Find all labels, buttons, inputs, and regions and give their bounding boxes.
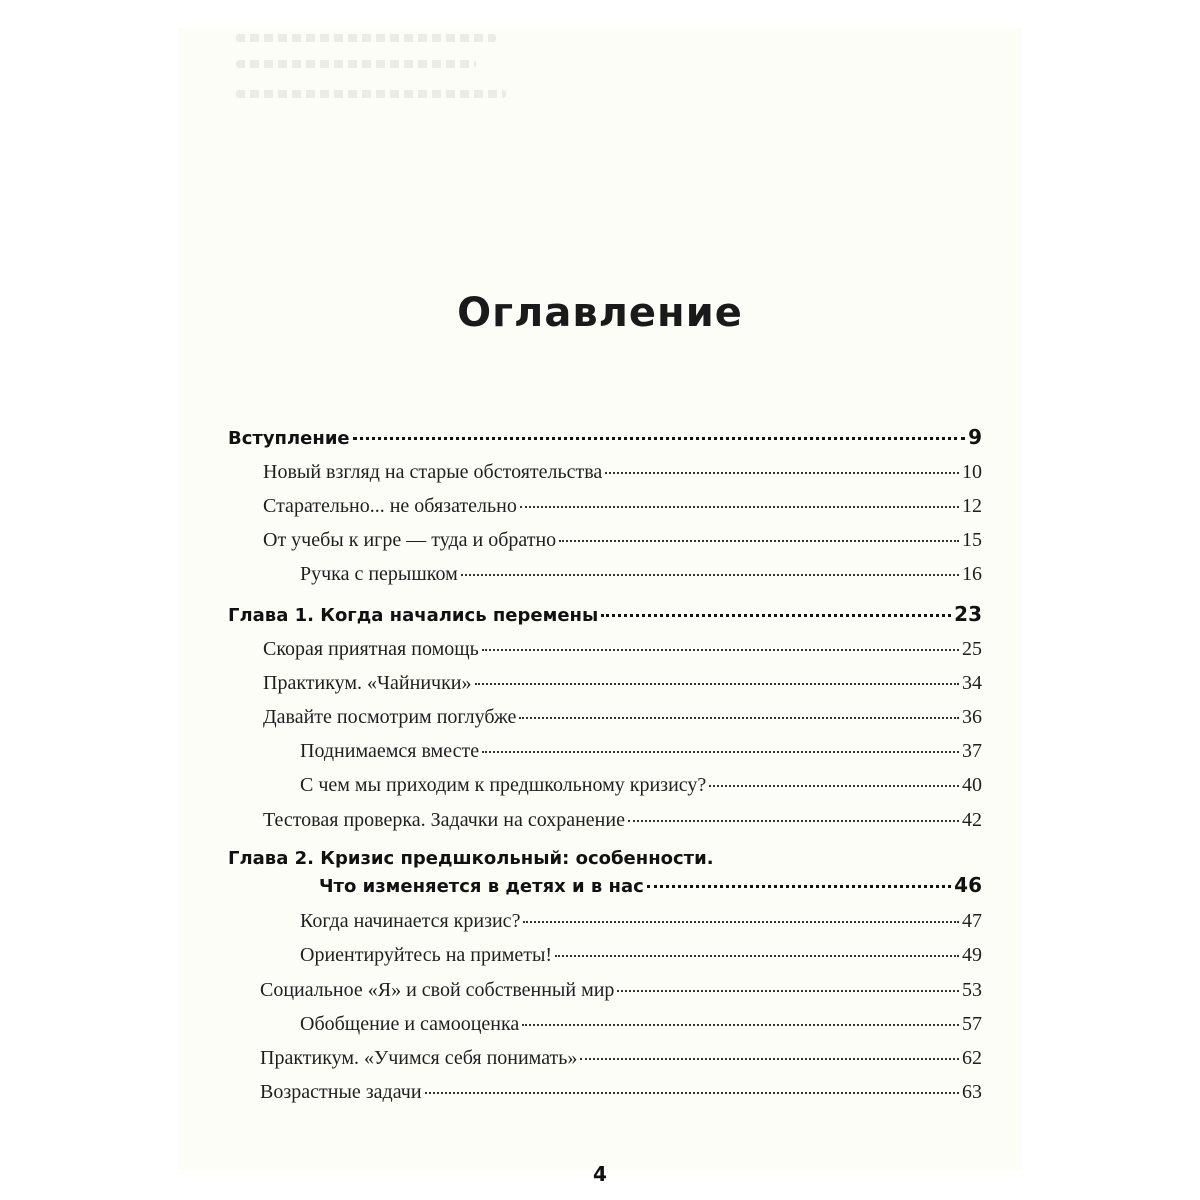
dot-leader	[522, 1024, 959, 1026]
toc-entry-chapter-1[interactable]	[228, 602, 982, 626]
toc-entry[interactable]	[263, 461, 982, 484]
toc-entry-label: Поднимаемся вместе	[300, 740, 480, 762]
table-of-contents	[178, 28, 1022, 1170]
toc-entry-page: 37	[962, 740, 982, 762]
toc-entry-page: 49	[962, 944, 982, 966]
toc-chapter-2-title-line[interactable]: Глава 2. Кризис предшкольный: особенности.	[228, 848, 714, 869]
toc-entry-page: 42	[962, 809, 982, 831]
dot-leader	[628, 820, 959, 822]
dot-leader	[523, 921, 959, 923]
toc-entry-label: С чем мы приходим к предшкольному кризису?	[300, 774, 707, 796]
toc-entry-page: 25	[962, 638, 982, 660]
toc-entry[interactable]	[263, 672, 982, 695]
dot-leader	[555, 955, 959, 957]
dot-leader	[617, 990, 959, 992]
toc-entry[interactable]	[300, 563, 982, 586]
dot-leader	[482, 751, 959, 753]
toc-entry[interactable]	[300, 774, 982, 797]
toc-entry[interactable]	[300, 1013, 982, 1036]
page-title: Оглавление	[457, 290, 743, 336]
toc-entry-page: 53	[962, 979, 982, 1001]
toc-entry[interactable]	[263, 529, 982, 552]
toc-entry[interactable]	[300, 910, 982, 933]
dot-leader	[519, 717, 959, 719]
toc-entry-page: 10	[962, 461, 982, 483]
dot-leader	[520, 506, 959, 508]
book-page	[178, 28, 1022, 1186]
toc-entry-label: Обобщение и самооценка	[300, 1013, 520, 1035]
dot-leader	[709, 785, 959, 787]
toc-entry-page: 57	[962, 1013, 982, 1035]
toc-entry-label: Скорая приятная помощь	[263, 638, 479, 660]
toc-entry-label: Социальное «Я» и свой собственный мир	[260, 979, 615, 1001]
toc-entry-page: 23	[954, 602, 982, 626]
toc-entry-label: Что изменяется в детях и в нас	[319, 876, 644, 897]
toc-entry-intro[interactable]	[228, 425, 982, 449]
toc-entry-label: От учебы к игре — туда и обратно	[263, 529, 557, 551]
toc-entry-page: 40	[962, 774, 982, 796]
toc-entry-page: 9	[968, 425, 982, 449]
toc-entry-label: Ориентируйтесь на приметы!	[300, 944, 553, 966]
toc-entry-label: Возрастные задачи	[260, 1081, 422, 1103]
toc-entry[interactable]	[260, 1047, 982, 1070]
toc-entry-page: 34	[962, 672, 982, 694]
toc-entry-label: Когда начинается кризис?	[300, 910, 521, 932]
dot-leader	[605, 472, 959, 474]
dot-leader	[425, 1092, 959, 1094]
toc-entry-page: 63	[962, 1081, 982, 1103]
toc-entry[interactable]	[263, 706, 982, 729]
toc-entry[interactable]	[300, 740, 982, 763]
toc-entry[interactable]	[300, 944, 982, 967]
toc-entry-page: 46	[954, 873, 982, 897]
toc-entry-label: Глава 1. Когда начались перемены	[228, 605, 599, 626]
toc-entry-label: Практикум. «Чайнички»	[263, 672, 472, 694]
dot-leader	[461, 574, 959, 576]
toc-entry-page: 36	[962, 706, 982, 728]
toc-entry-label: Старательно... не обязательно	[263, 495, 517, 517]
dot-leader	[482, 649, 959, 651]
toc-entry-page: 16	[962, 563, 982, 585]
toc-entry-label: Тестовая проверка. Задачки на сохранение	[263, 809, 625, 831]
toc-entry-label: Вступление	[228, 428, 350, 449]
page-number: 4	[593, 1162, 607, 1186]
toc-entry-label: Ручка с перышком	[300, 563, 458, 585]
dot-leader	[353, 437, 965, 440]
toc-entry[interactable]	[263, 809, 982, 832]
dot-leader	[580, 1058, 959, 1060]
dot-leader	[647, 885, 951, 888]
toc-entry-page: 12	[962, 495, 982, 517]
dot-leader	[559, 540, 959, 542]
toc-entry-chapter-2[interactable]	[319, 873, 982, 897]
toc-entry[interactable]	[263, 638, 982, 661]
dot-leader	[601, 614, 951, 617]
toc-entry-label: Новый взгляд на старые обстоятельства	[263, 461, 603, 483]
toc-entry-page: 47	[962, 910, 982, 932]
dot-leader	[475, 683, 959, 685]
toc-entry-label: Практикум. «Учимся себя понимать»	[260, 1047, 578, 1069]
toc-entry-page: 62	[962, 1047, 982, 1069]
toc-entry[interactable]	[263, 495, 982, 518]
toc-entry-page: 15	[962, 529, 982, 551]
toc-entry[interactable]	[260, 1081, 982, 1104]
toc-entry-label: Давайте посмотрим поглубже	[263, 706, 517, 728]
toc-entry[interactable]	[260, 979, 982, 1002]
